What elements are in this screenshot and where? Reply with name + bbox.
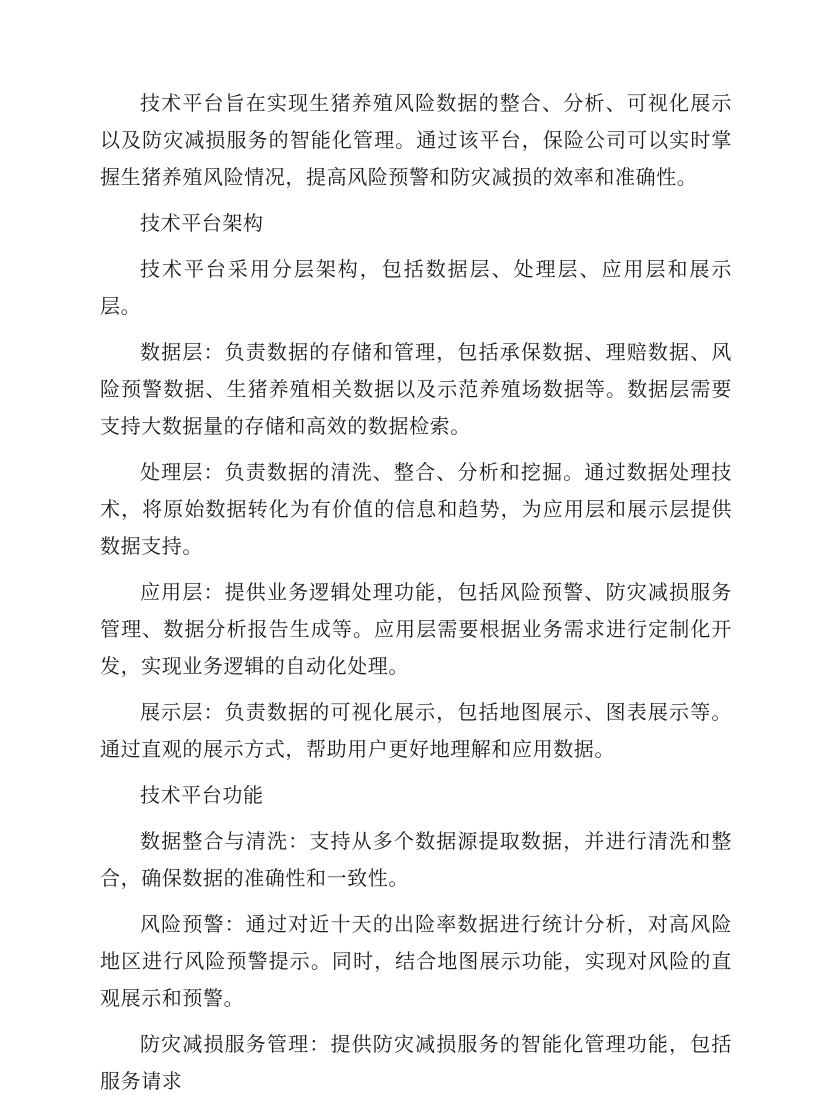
processing-layer-paragraph: 处理层：负责数据的清洗、整合、分析和挖掘。通过数据处理技术，将原始数据转化为有价值的信息和趋势，为应用层和展示层提供数据支持。	[100, 460, 732, 558]
presentation-layer-paragraph: 展示层：负责数据的可视化展示，包括地图展示、图表展示等。通过直观的展示方式，帮助用户更好地理解和应用数据。	[100, 700, 732, 761]
data-layer-paragraph: 数据层：负责数据的存储和管理，包括承保数据、理赔数据、风险预警数据、生猪养殖相关数据以及示范养殖场数据等。数据层需要支持大数据量的存储和高效的数据检索。	[100, 340, 732, 438]
section-heading-architecture: 技术平台架构	[140, 211, 264, 235]
risk-warning-paragraph: 风险预警：通过对近十天的出险率数据进行统计分析，对高风险地区进行风险预警提示。同时，结合地图展示功能，实现对风险的直观展示和预警。	[100, 912, 732, 1010]
architecture-overview-paragraph: 技术平台采用分层架构，包括数据层、处理层、应用层和展示层。	[100, 257, 732, 318]
disaster-service-paragraph: 防灾减损服务管理：提供防灾减损服务的智能化管理功能，包括服务请求	[100, 1032, 732, 1093]
intro-paragraph: 技术平台旨在实现生猪养殖风险数据的整合、分析、可视化展示以及防灾减损服务的智能化管理。通过该平台，保险公司可以实时掌握生猪养殖风险情况，提高风险预警和防灾减损的效率和准确性。	[100, 91, 732, 189]
section-heading-functions: 技术平台功能	[140, 783, 264, 807]
application-layer-paragraph: 应用层：提供业务逻辑处理功能，包括风险预警、防灾减损服务管理、数据分析报告生成等。应用层需要根据业务需求进行定制化开发，实现业务逻辑的自动化处理。	[100, 580, 732, 678]
document-page	[100, 85, 732, 1109]
data-integration-paragraph: 数据整合与清洗：支持从多个数据源提取数据，并进行清洗和整合，确保数据的准确性和一致性。	[100, 829, 732, 890]
